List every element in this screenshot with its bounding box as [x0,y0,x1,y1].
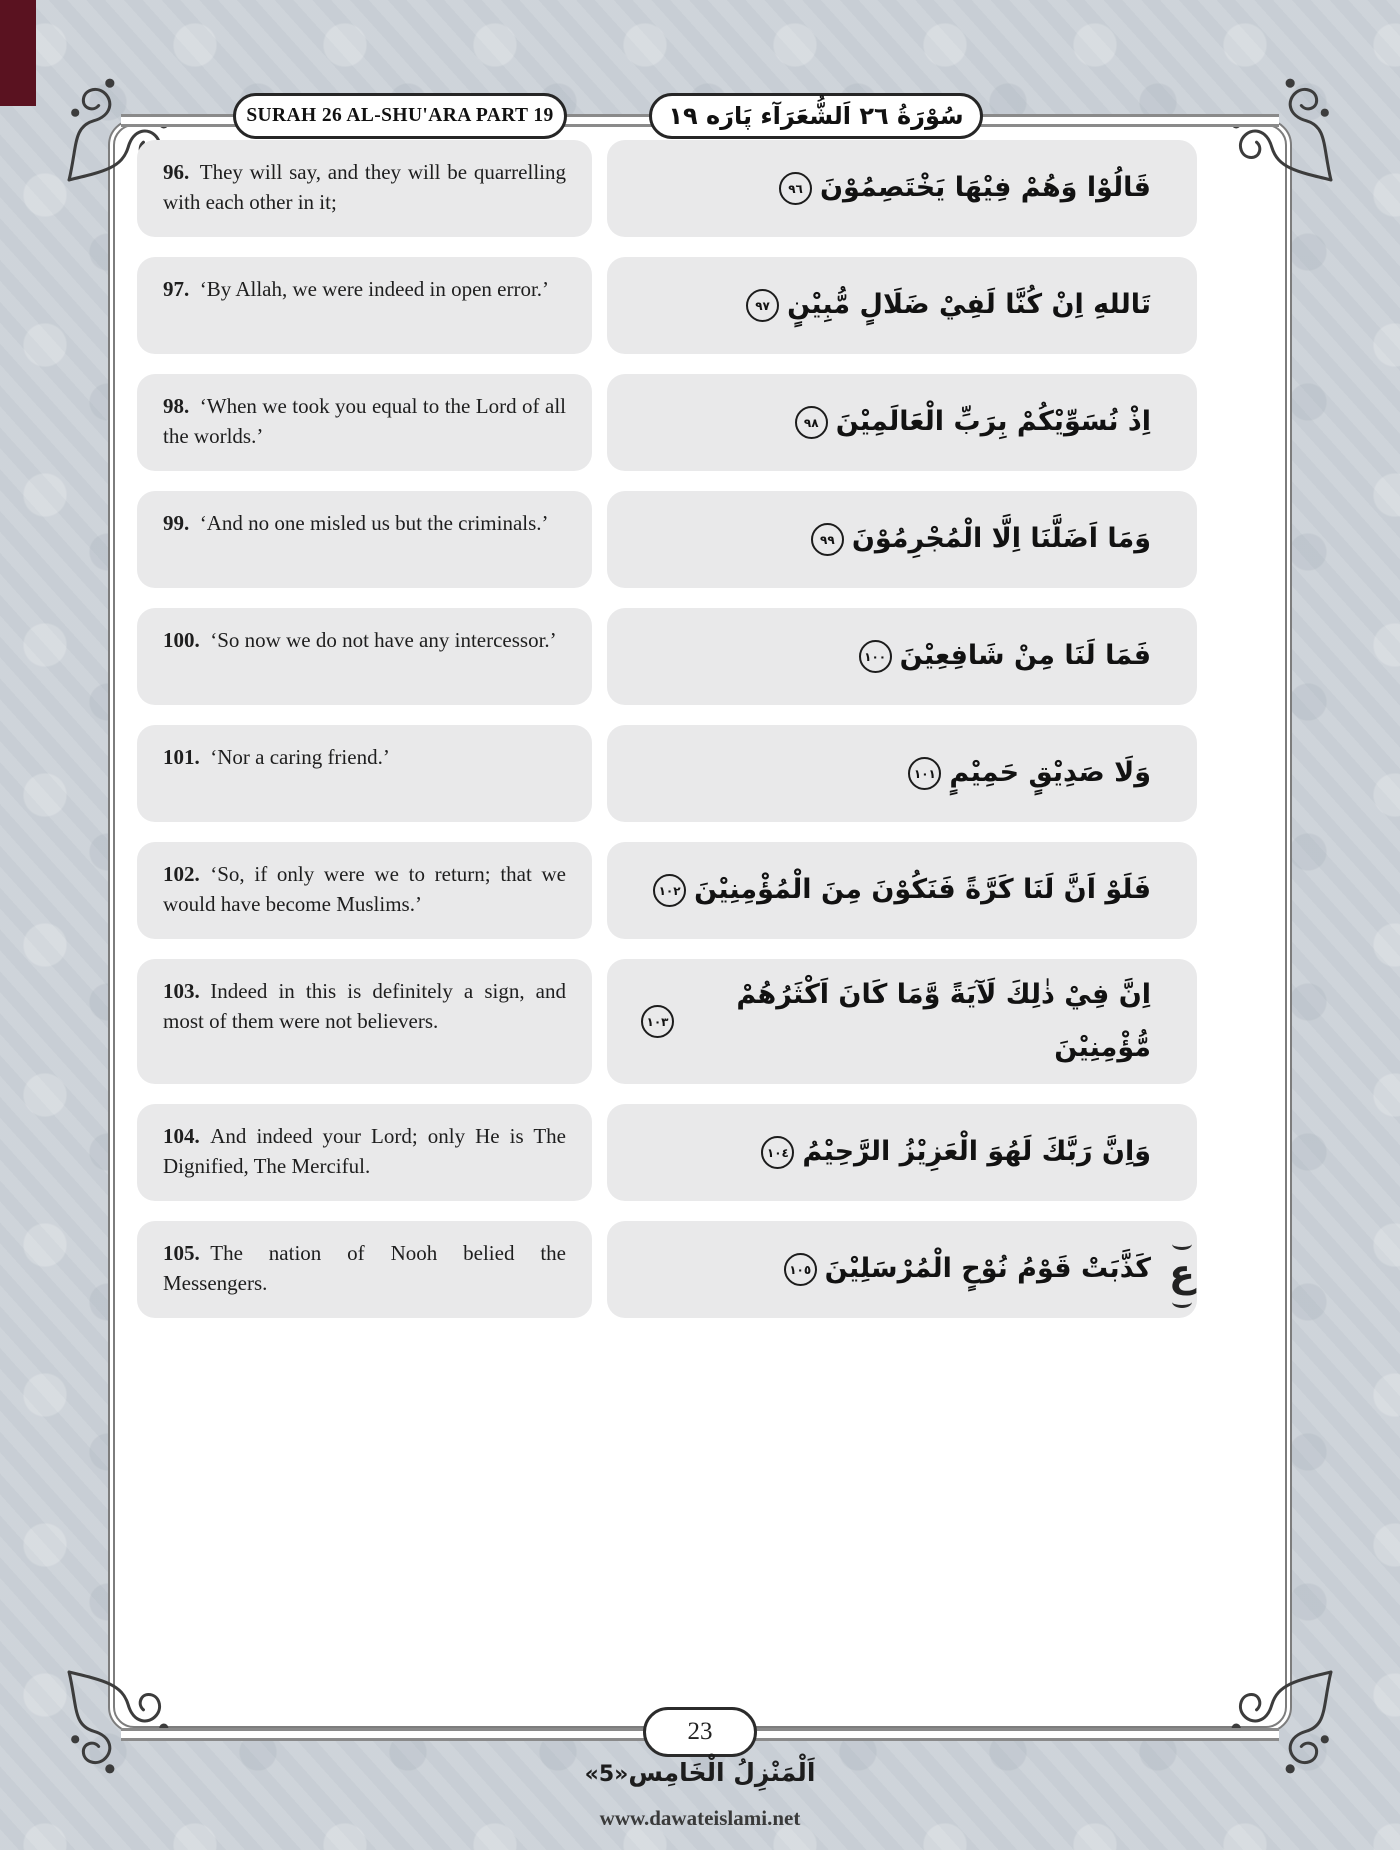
ayah-end-marker-icon [653,874,686,907]
ayah-end-number: ٩٦ [788,181,803,196]
verse-text-en: ‘Nor a caring friend.’ [199,745,390,769]
ruku-ornament-top-icon [1172,1238,1192,1250]
verse-translation-box [137,842,592,939]
verse-row [137,725,1197,822]
page-number-badge: 23 [643,1707,757,1757]
ayah-end-marker-icon [908,757,941,790]
verse-text-en: ‘And no one misled us but the criminals.’ [189,511,549,535]
ayah-end-marker-icon [784,1253,817,1286]
footer-band [121,1707,1279,1759]
manzil-label [0,1758,1400,1787]
verse-number-en: 105. [163,1241,200,1266]
verse-number-en: 98. [163,394,190,418]
ruku-ornament-bottom-icon [1172,1296,1192,1308]
verse-row [137,491,1197,588]
ayah-end-marker-icon [811,523,844,556]
verse-arabic-box [607,608,1197,705]
verse-arabic-box [607,1104,1197,1201]
ayah-end-number: ٩٩ [820,532,835,547]
verse-translation-box [137,608,592,705]
ayah-end-marker-icon [795,406,828,439]
verse-translation-box [137,257,592,354]
manzil-text-ar: اَلْمَنْزِلُ الْخَامِس [628,1758,816,1787]
verse-row [137,959,1197,1084]
verse-text-ar: اِذْ نُسَوِّيْكُمْ بِرَبِّ الْعَالَمِيْنَ [835,406,1151,438]
verse-text-en: ‘By Allah, we were indeed in open error.’ [189,277,550,301]
verse-number-en: 97. [163,277,190,301]
verse-arabic-box [607,725,1197,822]
verse-row [137,140,1197,237]
verse-text-ar: فَلَوْ اَنَّ لَنَا كَرَّةً فَنَكُوْنَ مِنَ الْمُؤْمِنِيْنَ [694,874,1151,906]
verse-arabic-box [607,257,1197,354]
verse-number-en: 99. [163,511,190,535]
verse-row [137,608,1197,705]
verse-text-en: ‘So now we do not have any intercessor.’ [199,628,557,652]
verse-row [137,1221,1197,1318]
verse-text-en: The nation of Nooh belied the Messengers. [163,1241,566,1296]
ayah-end-number: ١٠٥ [789,1262,812,1277]
verse-arabic-box [607,140,1197,237]
surah-title-english: SURAH 26 AL-SHU'ARA PART 19 [233,93,567,139]
verse-text-ar: كَذَّبَتْ قَوْمُ نُوْحٍ الْمُرْسَلِيْنَ [824,1253,1151,1285]
verse-row [137,374,1197,471]
ayah-end-number: ١٠٠ [864,649,887,664]
verse-row [137,257,1197,354]
verse-translation-box [137,725,592,822]
ayah-end-marker-icon [761,1136,794,1169]
verse-text-ar: فَمَا لَنَا مِنْ شَافِعِيْنَ [899,640,1151,672]
verse-number-en: 102. [163,862,200,886]
verse-translation-box [137,1104,592,1201]
verse-row [137,1104,1197,1201]
verse-text-en: They will say, and they will be quarrelling with each other in it; [163,160,566,215]
ruku-ain-icon: ع [1169,1251,1195,1295]
verse-text-en: Indeed in this is definitely a sign, and most of them were not believers. [163,979,566,1034]
verse-number-en: 103. [163,979,200,1003]
verse-text-ar: وَاِنَّ رَبَّكَ لَهُوَ الْعَزِيْزُ الرَّحِيْمُ [802,1136,1151,1168]
verse-number-en: 100. [163,628,200,652]
ayah-end-marker-icon [779,172,812,205]
header-band [121,93,1279,145]
ayah-end-number: ١٠١ [913,766,936,781]
ayah-end-marker-icon [641,1005,674,1038]
verse-translation-box [137,491,592,588]
verse-number-en: 96. [163,160,190,184]
verse-number-en: 104. [163,1124,200,1149]
manzil-number: «5» [584,1762,629,1787]
verse-text-ar: قَالُوْا وَهُمْ فِيْهَا يَخْتَصِمُوْنَ [820,172,1151,204]
book-spine-corner [0,0,36,106]
website-text: www.dawateislami.net [599,1806,801,1830]
verse-translation-box [137,374,592,471]
verse-text-ar: وَمَا اَضَلَّنَا اِلَّا الْمُجْرِمُوْنَ [851,523,1151,555]
verse-text-ar: تَاللهِ اِنْ كُنَّا لَفِيْ ضَلَالٍ مُّبِيْنٍ [787,289,1151,321]
verse-translation-box [137,1221,592,1318]
ayah-end-marker-icon [859,640,892,673]
ayah-end-number: ٩٨ [803,415,819,430]
verse-arabic-box [607,842,1197,939]
verse-arabic-box [607,374,1197,471]
verses-list [137,140,1197,1338]
verse-arabic-box [607,959,1197,1084]
verse-number-en: 101. [163,745,200,769]
verse-text-en: And indeed your Lord; only He is The Dignified, The Merciful. [163,1124,566,1179]
ayah-end-number: ١٠٣ [646,1014,669,1029]
page-frame [108,102,1292,1745]
verse-text-en: ‘When we took you equal to the Lord of all the worlds.’ [163,394,566,449]
ayah-end-number: ٩٧ [755,298,770,313]
verse-arabic-box [607,1221,1197,1318]
verse-text-ar: وَلَا صَدِيْقٍ حَمِيْمٍ [949,757,1151,789]
verse-row [137,842,1197,939]
ayah-end-number: ١٠٤ [766,1145,789,1160]
ayah-end-marker-icon [746,289,779,322]
verse-translation-box [137,140,592,237]
verse-translation-box [137,959,592,1084]
verse-arabic-box [607,491,1197,588]
verse-text-en: ‘So, if only were we to return; that we would have become Muslims.’ [163,862,566,917]
ruku-marker [1150,1238,1214,1308]
ayah-end-number: ١٠٢ [658,883,681,898]
surah-title-arabic: سُوْرَةُ ٢٦ اَلشُّعَرَآء پَارَه ١٩ [649,93,983,139]
verse-text-ar: اِنَّ فِيْ ذٰلِكَ لَآيَةً وَّمَا كَانَ اَكْثَرُهُمْ مُّؤْمِنِيْنَ [736,979,1151,1063]
